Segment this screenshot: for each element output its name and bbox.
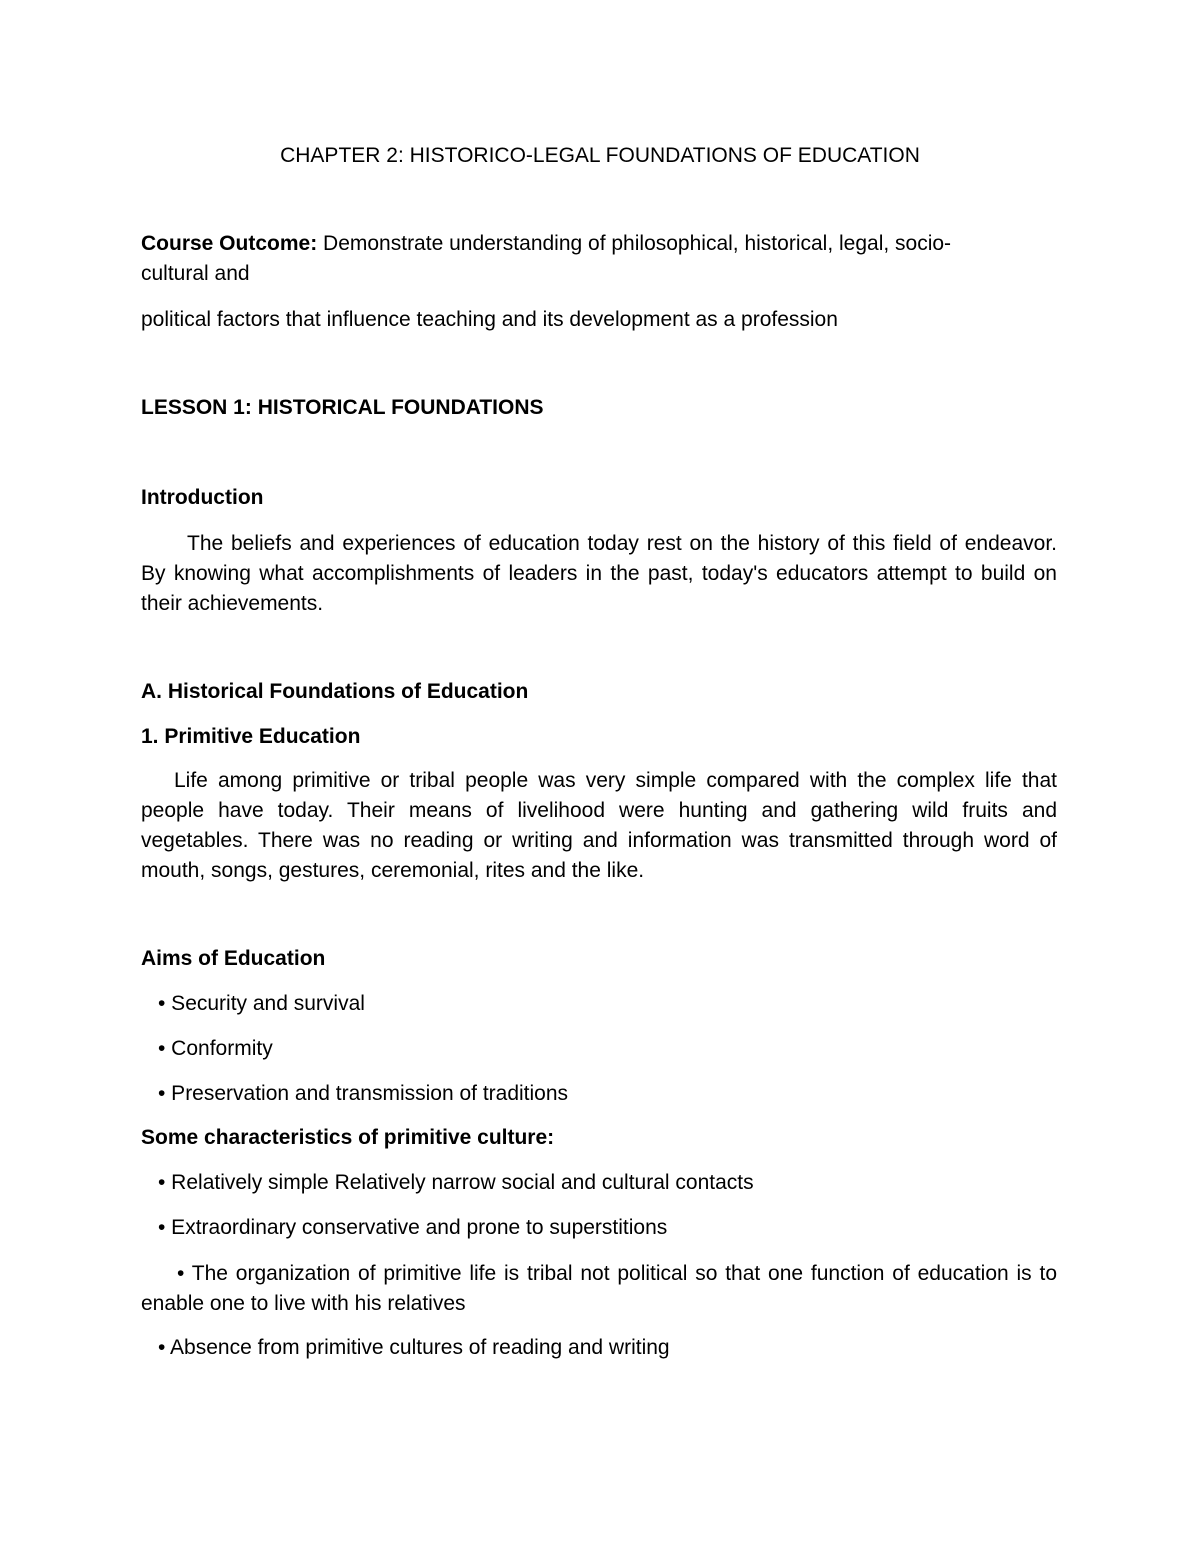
characteristics-item: • Extraordinary conservative and prone to superstitions [158, 1216, 668, 1239]
characteristics-item: • Relatively simple Relatively narrow social and cultural contacts [158, 1171, 754, 1194]
primitive-education-paragraph: Life among primitive or tribal people was very simple compared with the complex life that people have today. Their means of livelihood were hunting and gathering wild fruits and vegetables. There was no reading or writing and information was transmitted through word of mouth, songs, gestures, ceremonial, rites and the like. [141, 769, 1057, 882]
aims-item: • Preservation and transmission of traditions [158, 1082, 569, 1105]
course-outcome-text: Demonstrate understanding of philosophical, historical, legal, socio- [317, 232, 952, 255]
characteristics-heading: Some characteristics of primitive culture: [141, 1126, 555, 1149]
introduction-paragraph: The beliefs and experiences of education today rest on the history of this field of endeavor. By knowing what accomplishments of leaders in the past, today's educators attempt to build on their achievements. [141, 532, 1057, 615]
course-outcome-label: Course Outcome: [141, 232, 318, 255]
aims-item: • Conformity [158, 1037, 273, 1060]
section-a-heading: A. Historical Foundations of Education [141, 680, 529, 703]
course-outcome-line-2: cultural and [141, 262, 250, 285]
introduction-heading: Introduction [141, 486, 264, 509]
characteristics-item: • The organization of primitive life is tribal not political so that one function of education is to enable one to live with his relatives [141, 1262, 1057, 1315]
course-outcome-line-3: political factors that influence teaching and its development as a profession [141, 308, 838, 331]
primitive-education-heading: 1. Primitive Education [141, 725, 361, 748]
aims-heading: Aims of Education [141, 947, 326, 970]
characteristics-item: • Absence from primitive cultures of reading and writing [158, 1336, 670, 1359]
aims-item: • Security and survival [158, 992, 365, 1015]
chapter-title: CHAPTER 2: HISTORICO-LEGAL FOUNDATIONS OF EDUCATION [280, 144, 920, 167]
lesson-title: LESSON 1: HISTORICAL FOUNDATIONS [141, 396, 544, 419]
course-outcome-line-1 [141, 229, 951, 259]
